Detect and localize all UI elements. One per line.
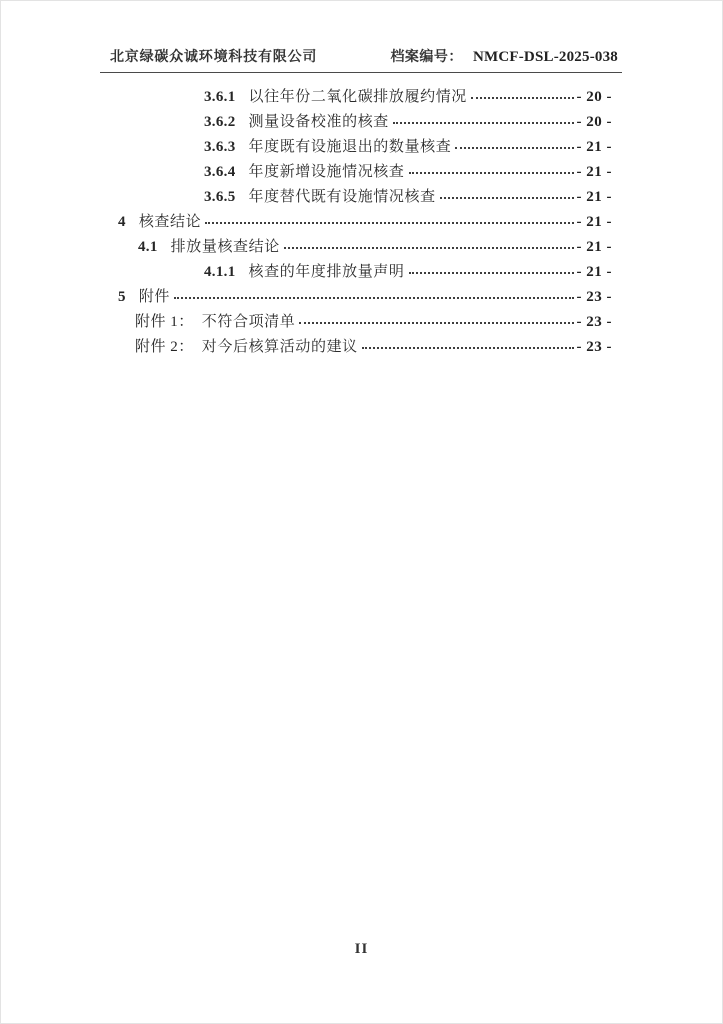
toc-entry-number: 3.6.3: [204, 139, 236, 155]
toc-entry-number: 4.1.1: [204, 264, 236, 280]
toc-entry-page: - 20 -: [576, 89, 612, 105]
toc-entry-page: - 21 -: [576, 239, 612, 255]
toc-entry-page: - 21 -: [576, 139, 612, 155]
toc-entry-page: - 21 -: [576, 189, 612, 205]
toc-entry: [110, 285, 612, 310]
toc-leader-dots: [174, 297, 573, 299]
toc-leader-dots: [455, 147, 573, 149]
doc-number-label: 档案编号：: [390, 50, 463, 65]
doc-number-group: [390, 46, 618, 66]
toc-leader-dots: [299, 322, 573, 324]
toc-entry: [110, 160, 612, 185]
toc-entry-title: 不符合项清单: [201, 314, 296, 330]
doc-number-value: NMCF-DSL-2025-038: [472, 49, 618, 65]
toc-entry-number: 3.6.4: [204, 164, 236, 180]
toc-leader-dots: [284, 247, 574, 249]
toc-entry-title: 以往年份二氧化碳排放履约情况: [248, 89, 467, 105]
toc-entry-page: - 21 -: [576, 164, 612, 180]
toc-entry: [110, 85, 612, 110]
toc-leader-dots: [409, 172, 574, 174]
toc-entry-number: 3.6.2: [204, 114, 236, 130]
toc-entry: [110, 335, 612, 360]
toc-entry-number: 5: [118, 289, 126, 305]
toc-entry: [110, 135, 612, 160]
toc-entry: [110, 235, 612, 260]
toc-entry-number: 3.6.5: [204, 189, 236, 205]
toc-leader-dots: [362, 347, 574, 349]
page-header: [100, 46, 622, 73]
toc-entry-title: 核查结论: [138, 214, 202, 230]
toc-leader-dots: [471, 97, 574, 99]
company-name: 北京绿碳众诚环境科技有限公司: [110, 50, 318, 65]
footer-page-number: II: [354, 941, 369, 957]
toc-entry-page: - 23 -: [576, 314, 612, 330]
toc-entry-title: 年度替代既有设施情况核查: [248, 189, 436, 205]
toc-entry-number: 附件 2：: [135, 339, 194, 355]
toc-leader-dots: [393, 122, 574, 124]
toc-leader-dots: [440, 197, 574, 199]
toc-entry: [110, 110, 612, 135]
toc-entry: [110, 310, 612, 335]
toc-entry-number: 附件 1：: [135, 314, 194, 330]
toc-entry-title: 年度新增设施情况核查: [248, 164, 405, 180]
toc-entry-number: 4.1: [138, 239, 158, 255]
toc-leader-dots: [205, 222, 573, 224]
toc-entry-title: 附件: [138, 289, 171, 305]
toc-entry-title: 对今后核算活动的建议: [201, 339, 358, 355]
toc-entry-title: 年度既有设施退出的数量核查: [248, 139, 452, 155]
toc-entry: [110, 260, 612, 285]
toc-entry-page: - 20 -: [576, 114, 612, 130]
toc-leader-dots: [409, 272, 574, 274]
toc-entry-page: - 21 -: [576, 214, 612, 230]
toc-entry-page: - 23 -: [576, 339, 612, 355]
toc-entry-title: 排放量核查结论: [170, 239, 280, 255]
toc-entry: [110, 185, 612, 210]
toc-entry-title: 测量设备校准的核查: [248, 114, 389, 130]
toc-entry-number: 4: [118, 214, 126, 230]
toc-entry-page: - 21 -: [576, 264, 612, 280]
toc-entry-number: 3.6.1: [204, 89, 236, 105]
table-of-contents: [110, 85, 612, 360]
toc-entry-page: - 23 -: [576, 289, 612, 305]
toc-entry-title: 核查的年度排放量声明: [248, 264, 405, 280]
toc-entry: [110, 210, 612, 235]
